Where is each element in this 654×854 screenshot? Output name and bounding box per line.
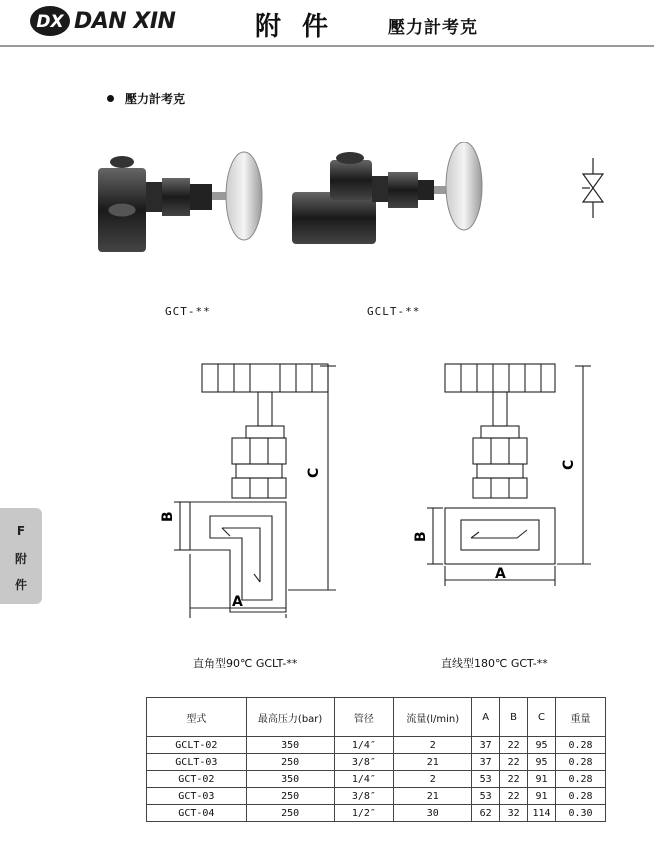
column-header: C	[528, 698, 556, 737]
section-title: 壓力計考克	[125, 92, 186, 106]
table-cell: GCLT-03	[147, 754, 247, 771]
table-cell: 53	[472, 771, 500, 788]
table-cell: 32	[500, 805, 528, 822]
page-title: 附 件	[255, 12, 335, 42]
table-cell: 91	[528, 788, 556, 805]
table-row	[147, 737, 606, 754]
table-row	[147, 788, 606, 805]
dimension-c-label: C	[561, 459, 577, 470]
table-cell: GCT-02	[147, 771, 247, 788]
dimension-b-label: B	[413, 531, 429, 542]
table-cell: 1/4″	[334, 737, 394, 754]
table-header-row	[147, 698, 606, 737]
danxin-logo-icon	[28, 3, 72, 39]
table-cell: 22	[500, 754, 528, 771]
table-cell: 0.28	[556, 788, 606, 805]
table-cell: 22	[500, 737, 528, 754]
column-header: 重量	[556, 698, 606, 737]
side-tab	[0, 508, 42, 604]
side-tab-char-2: 件	[14, 578, 27, 592]
diagram-caption-straight: 直线型180℃ GCT-**	[441, 657, 548, 670]
table-cell: GCT-04	[147, 805, 247, 822]
table-cell: 0.30	[556, 805, 606, 822]
table-row	[147, 771, 606, 788]
diagram-straight	[405, 350, 605, 590]
dimension-c-label: C	[306, 467, 322, 478]
table-cell: 2	[394, 771, 472, 788]
page-subtitle: 壓力計考克	[388, 18, 478, 38]
table-cell: 250	[246, 788, 334, 805]
table-cell: 350	[246, 771, 334, 788]
table-cell: 53	[472, 788, 500, 805]
diagram-caption-right-angle: 直角型90℃ GCLT-**	[193, 657, 298, 670]
table-cell: 21	[394, 754, 472, 771]
table-cell: 0.28	[556, 771, 606, 788]
table-cell: 114	[528, 805, 556, 822]
column-header: B	[500, 698, 528, 737]
table-cell: 21	[394, 788, 472, 805]
table-cell: GCT-03	[147, 788, 247, 805]
brand-name: DAN XIN	[74, 9, 176, 34]
bullet-icon	[107, 95, 114, 102]
table-cell: 350	[246, 737, 334, 754]
table-cell: 37	[472, 737, 500, 754]
valve-symbol-icon	[578, 158, 608, 218]
table-cell: 1/4″	[334, 771, 394, 788]
table-cell: 250	[246, 754, 334, 771]
gclt-product-photo	[286, 142, 486, 254]
table-cell: 37	[472, 754, 500, 771]
table-row	[147, 805, 606, 822]
table-cell: 62	[472, 805, 500, 822]
side-tab-letter: F	[16, 524, 26, 538]
table-cell: 2	[394, 737, 472, 754]
logo-text: DX	[36, 12, 64, 32]
table-cell: 0.28	[556, 737, 606, 754]
table-cell: 95	[528, 737, 556, 754]
spec-table	[146, 697, 606, 822]
table-cell: 22	[500, 771, 528, 788]
column-header: 型式	[147, 698, 247, 737]
table-cell: 250	[246, 805, 334, 822]
table-cell: 91	[528, 771, 556, 788]
header-divider	[0, 45, 654, 47]
dimension-b-label: B	[160, 511, 176, 522]
gct-product-photo	[92, 148, 268, 258]
table-cell: 3/8″	[334, 788, 394, 805]
dimension-a-label: A	[495, 566, 506, 582]
table-cell: 0.28	[556, 754, 606, 771]
table-cell: 3/8″	[334, 754, 394, 771]
photo-caption-gct: GCT-**	[165, 305, 211, 318]
table-cell: 95	[528, 754, 556, 771]
table-cell: 30	[394, 805, 472, 822]
photo-caption-gclt: GCLT-**	[367, 305, 421, 318]
table-cell: 1/2″	[334, 805, 394, 822]
column-header: 流量(l/min)	[394, 698, 472, 737]
table-row	[147, 754, 606, 771]
column-header: 管径	[334, 698, 394, 737]
column-header: A	[472, 698, 500, 737]
table-cell: GCLT-02	[147, 737, 247, 754]
side-tab-char-1: 附	[14, 552, 27, 566]
column-header: 最高压力(bar)	[246, 698, 334, 737]
diagram-right-angle	[150, 350, 350, 620]
dimension-a-label: A	[232, 594, 243, 610]
table-cell: 22	[500, 788, 528, 805]
